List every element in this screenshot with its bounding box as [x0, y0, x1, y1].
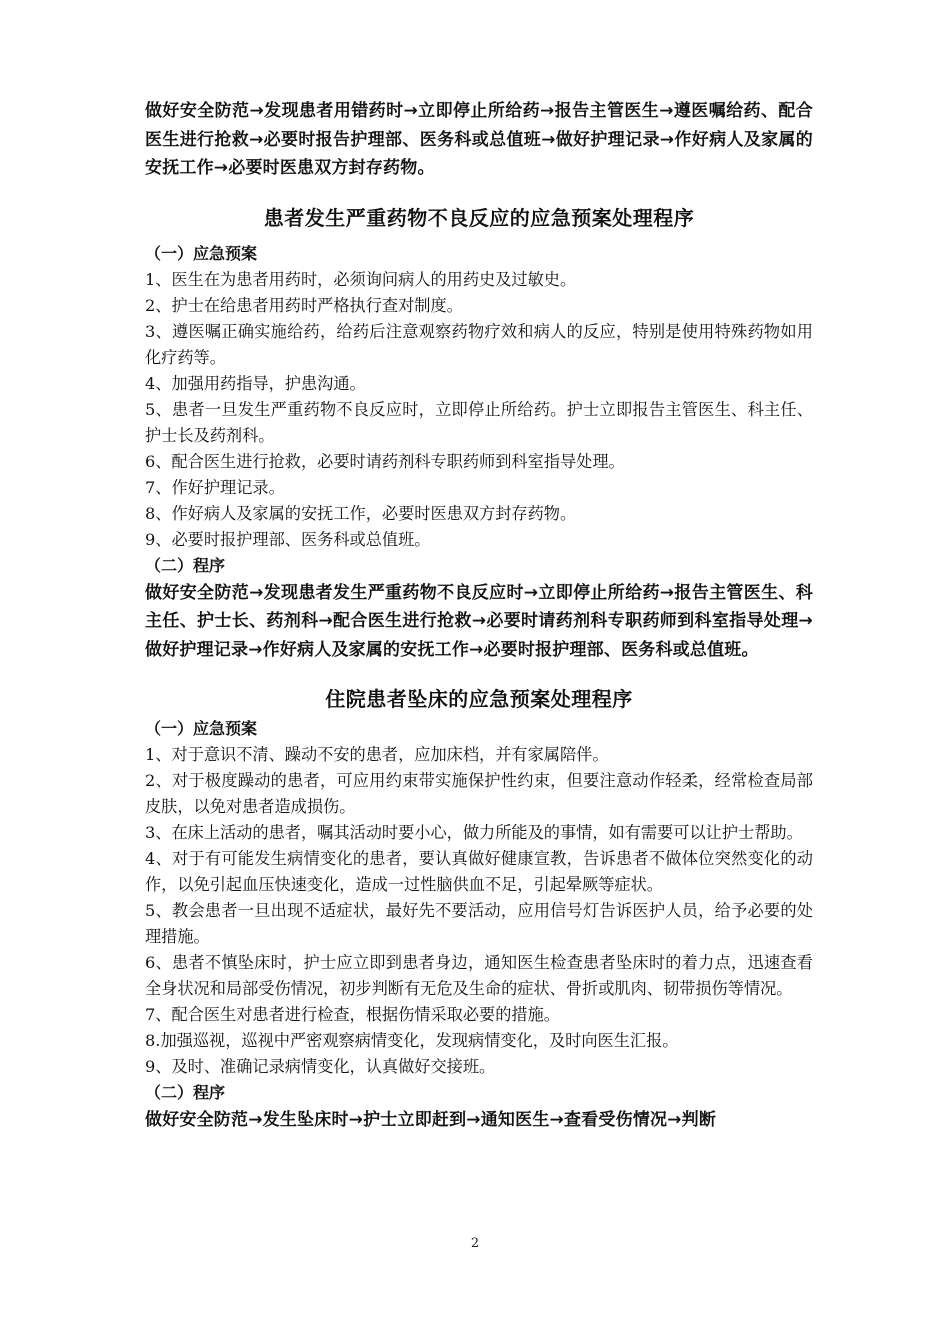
document-page	[145, 97, 813, 1135]
section2-plan-list	[145, 742, 813, 1080]
list-item: 7、配合医生对患者进行检查，根据伤情采取必要的措施。	[145, 1005, 560, 1024]
list-item: 3、遵医嘱正确实施给药，给药后注意观察药物疗效和病人的反应，特别是使用特殊药物如用化疗药等。	[145, 321, 813, 367]
list-item: 6、患者不慎坠床时，护士应立即到患者身边，通知医生检查患者坠床时的着力点，迅速查看全身状况和局部受伤情况，初步判断有无危及生命的症状、骨折或肌肉、韧带损伤等情况。	[145, 953, 813, 998]
list-item: 6、配合医生进行抢救，必要时请药剂科专职药师到科室指导处理。	[145, 451, 625, 471]
section1-plan-heading: （一）应急预案	[145, 243, 258, 263]
list-item: 3、在床上活动的患者，嘱其活动时要小心，做力所能及的事情，如有需要可以让护士帮助。	[145, 823, 803, 842]
page-number: 2	[470, 1236, 480, 1251]
list-item: 1、对于意识不清、躁动不安的患者，应加床档，并有家属陪伴。	[145, 745, 609, 764]
section2-procedure-heading: （二）程序	[145, 1083, 226, 1102]
section1-procedure-paragraph: 做好安全防范→发现患者发生严重药物不良反应时→立即停止所给药→报告主管医生、科主任、护士长、药剂科→配合医生进行抢救→必要时请药剂科专职药师到科室指导处理→做好护理记录→作好病人及家属的安抚工作→必要时报护理部、医务科或总值班。	[145, 582, 813, 660]
section2-title: 住院患者坠床的应急预案处理程序	[325, 687, 633, 711]
list-item: 4、对于有可能发生病情变化的患者，要认真做好健康宣教，告诉患者不做体位突然变化的动作，以免引起血压快速变化，造成一过性脑供血不足，引起晕厥等症状。	[145, 849, 813, 894]
list-item: 5、患者一旦发生严重药物不良反应时，立即停止所给药。护士立即报告主管医生、科主任、护士长及药剂科。	[145, 399, 813, 445]
list-item: 5、教会患者一旦出现不适症状，最好先不要活动，应用信号灯告诉医护人员，给予必要的处理措施。	[145, 901, 813, 946]
list-item: 1、医生在为患者用药时，必须询问病人的用药史及过敏史。	[145, 269, 577, 289]
intro-procedure-paragraph: 做好安全防范→发现患者用错药时→立即停止所给药→报告主管医生→遵医嘱给药、配合医生进行抢救→必要时报告护理部、医务科或总值班→做好护理记录→作好病人及家属的安抚工作→必要时医患双方封存药物。	[145, 101, 813, 178]
section1-plan-list	[145, 267, 813, 553]
section1-procedure-heading: （二）程序	[145, 555, 226, 575]
list-item: 2、对于极度躁动的患者，可应用约束带实施保护性约束，但要注意动作轻柔，经常检查局部皮肤，以免对患者造成损伤。	[145, 771, 813, 816]
section2-procedure-paragraph: 做好安全防范→发生坠床时→护士立即赶到→通知医生→查看受伤情况→判断	[145, 1110, 717, 1130]
list-item: 4、加强用药指导，护患沟通。	[145, 373, 366, 393]
section1-title: 患者发生严重药物不良反应的应急预案处理程序	[263, 205, 695, 230]
list-item: 8.加强巡视，巡视中严密观察病情变化，发现病情变化，及时向医生汇报。	[145, 1031, 679, 1050]
section2-plan-heading: （一）应急预案	[145, 719, 258, 738]
list-item: 7、作好护理记录。	[145, 477, 285, 497]
list-item: 9、及时、准确记录病情变化，认真做好交接班。	[145, 1057, 496, 1076]
list-item: 2、护士在给患者用药时严格执行查对制度。	[145, 295, 463, 315]
list-item: 8、作好病人及家属的安抚工作，必要时医患双方封存药物。	[145, 503, 577, 523]
list-item: 9、必要时报护理部、医务科或总值班。	[145, 529, 431, 549]
